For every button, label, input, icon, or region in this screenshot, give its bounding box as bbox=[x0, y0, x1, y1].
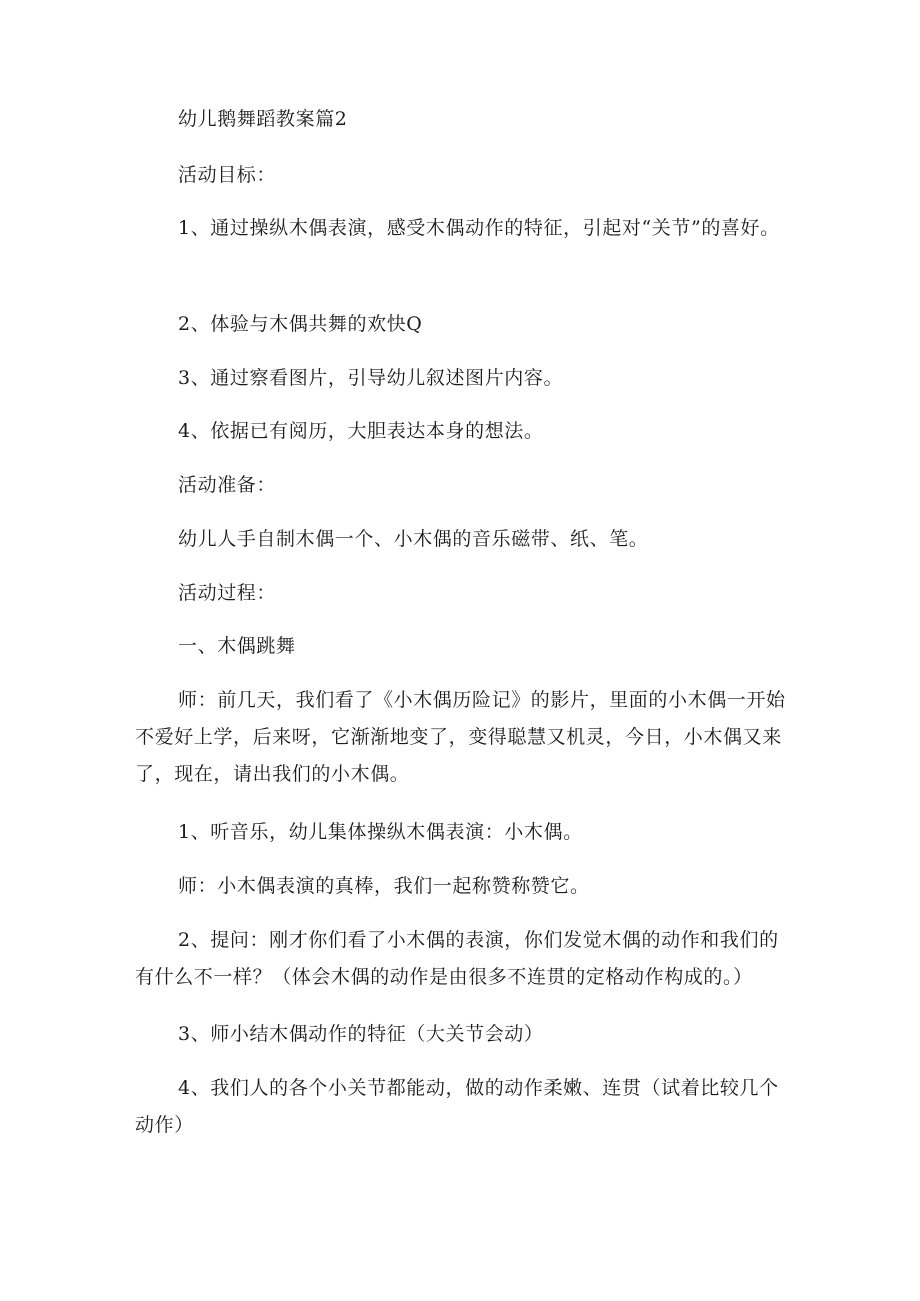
section-heading-goals: 活动目标： bbox=[178, 164, 277, 186]
paragraph-goal-4: 4、依据已有阅历，大胆表达本身的想法。 bbox=[178, 420, 544, 442]
paragraph-preparation: 幼儿人手自制木偶一个、小木偶的音乐磁带、纸、笔。 bbox=[178, 528, 649, 550]
paragraph-step-1: 1、听音乐，幼儿集体操纵木偶表演：小木偶。 bbox=[178, 821, 583, 843]
paragraph-teacher-intro: 师：前几天，我们看了《小木偶历险记》的影片，里面的小木偶一开始不爱好上学，后来呀，它渐渐地变了，变得聪慧又机灵，今日，小木偶又来了，现在，请出我们的小木偶。 bbox=[135, 689, 786, 785]
section-heading-preparation: 活动准备： bbox=[178, 474, 277, 496]
paragraph-step-2: 2、提问：刚才你们看了小木偶的表演，你们发觉木偶的动作和我们的有什么不一样？（体会木偶的动作是由很多不连贯的定格动作构成的。） bbox=[135, 929, 779, 988]
paragraph-step-4: 4、我们人的各个小关节都能动，做的动作柔嫩、连贯（试着比较几个动作） bbox=[135, 1077, 779, 1136]
paragraph-goal-2: 2、体验与木偶共舞的欢快Q bbox=[178, 313, 423, 335]
paragraph-goal-3: 3、通过察看图片，引导幼儿叙述图片内容。 bbox=[178, 367, 564, 389]
subheading-puppet-dance: 一、木偶跳舞 bbox=[178, 635, 296, 657]
paragraph-teacher-praise: 师：小木偶表演的真棒，我们一起称赞称赞它。 bbox=[178, 875, 590, 897]
paragraph-step-3: 3、师小结木偶动作的特征（大关节会动） bbox=[178, 1023, 544, 1045]
paragraph-goal-1: 1、通过操纵木偶表演，感受木偶动作的特征，引起对“关节”的喜好。 bbox=[178, 217, 780, 239]
document-title: 幼儿鹅舞蹈教案篇2 bbox=[178, 108, 348, 130]
section-heading-process: 活动过程： bbox=[178, 582, 277, 604]
